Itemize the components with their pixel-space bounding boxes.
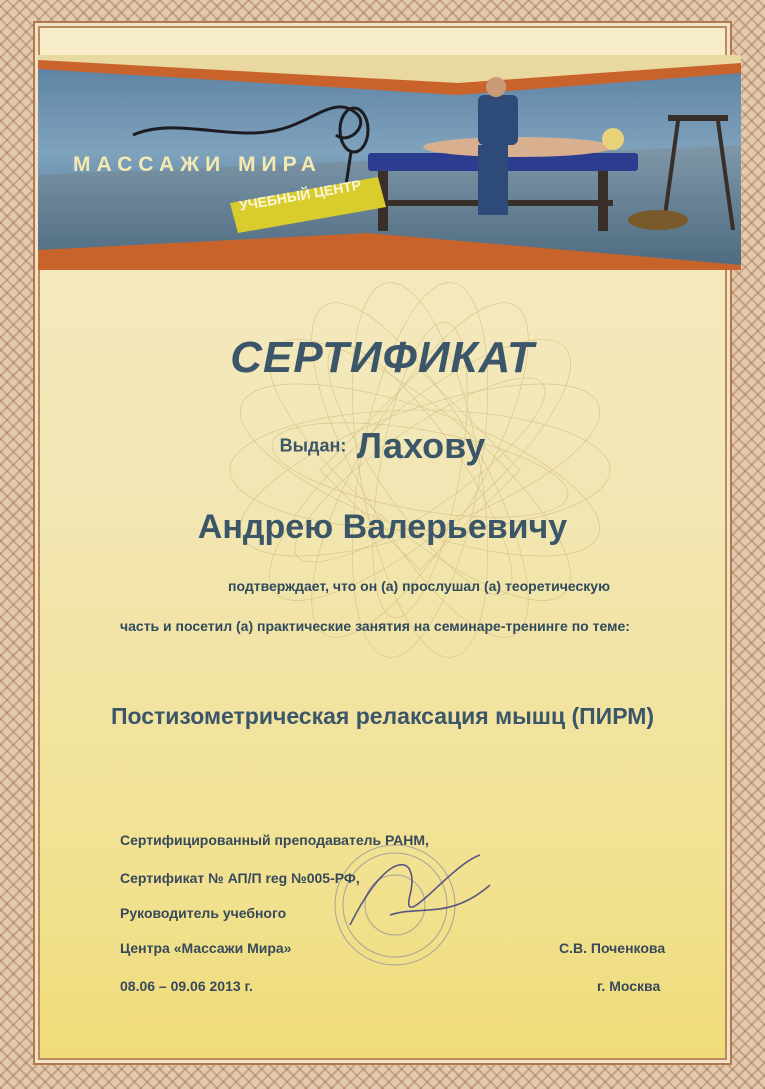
signer-name: С.В. Поченкова: [559, 940, 666, 956]
header-banner: [38, 55, 741, 270]
certificate-title: СЕРТИФИКАТ: [230, 333, 535, 382]
confirmation-text-line-2: часть и посетил (а) практические занятия на семинаре-тренинге по теме:: [120, 618, 630, 634]
brand-name: МАССАЖИ МИРА: [73, 153, 322, 176]
seminar-dates: 08.06 – 09.06 2013 г.: [120, 978, 253, 994]
confirmation-text-line-1: подтверждает, что он (а) прослушал (а) теоретическую: [228, 578, 611, 594]
seminar-topic: Постизометрическая релаксация мышц (ПИРМ): [110, 703, 655, 729]
instructor-certificate-number: Сертификат № АП/П reg №005-РФ,: [120, 870, 360, 886]
issued-line: [0, 425, 765, 467]
brand-subtitle: УЧЕБНЫЙ ЦЕНТР: [238, 176, 363, 214]
recipient-name: Андрею Валерьевичу: [197, 508, 568, 546]
city: г. Москва: [597, 978, 661, 994]
recipient-surname: Лахову: [356, 425, 486, 466]
training-center-name: Центра «Массажи Мира»: [120, 940, 292, 956]
issued-label: Выдан:: [279, 435, 347, 456]
instructor-role-line: Руководитель учебного: [120, 905, 287, 921]
guilloche-pattern: [220, 260, 620, 680]
instructor-credential-line: Сертифицированный преподаватель РАНМ,: [120, 832, 429, 848]
